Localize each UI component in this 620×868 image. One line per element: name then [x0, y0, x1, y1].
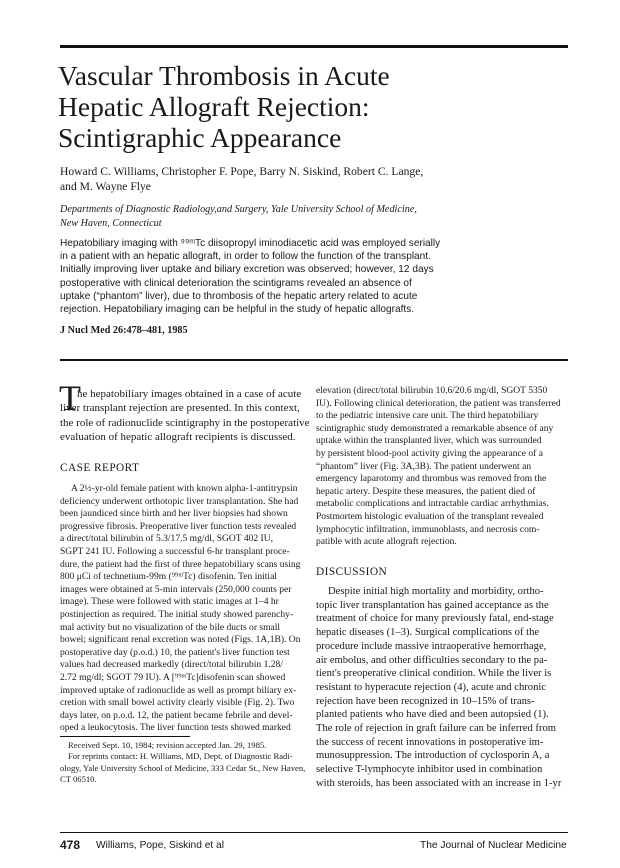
body-line: with steroids, has been associated with an increase in 1-yr: [316, 777, 562, 789]
body-line: IU). Following clinical deterioration, the patient was transferred: [316, 397, 561, 409]
discussion-body: [316, 585, 569, 791]
footnote: [60, 740, 310, 786]
body-line: 2.72 mg/dl; SGOT 79 IU). A [⁹⁹ᵐTc]disofenin scan showed: [60, 671, 286, 683]
header-bottom-rule: [60, 359, 568, 361]
affiliation: [60, 203, 568, 230]
drop-cap: T: [59, 378, 81, 418]
body-line: cretion with small bowel activity clearly visible (Fig. 2). Two: [60, 697, 295, 709]
abstract-line: rejection. Hepatobiliary imaging can be helpful in the study of hepatic allografts.: [60, 304, 415, 316]
footnote-line: ology, Yale University School of Medicine, 333 Cedar St., New Haven,: [60, 762, 306, 773]
body-line: emergency laparotomy and thrombus was removed from the: [316, 473, 547, 485]
abstract-line: Initially improving liver uptake and biliary excretion was observed; however, 12 days: [60, 264, 434, 276]
body-line: topic liver transplantation has gained acceptance as the: [316, 599, 549, 611]
body-line: progressive fibrosis. Preoperative liver function tests revealed: [60, 520, 297, 532]
title-line: Hepatic Allograft Rejection:: [58, 91, 370, 122]
body-line: SGPT 241 IU. Following a successful 6-hr transplant proce-: [60, 545, 290, 557]
body-line: procedure include massive intraoperative hemorrhage,: [316, 640, 547, 652]
title-line: Vascular Thrombosis in Acute: [58, 60, 390, 91]
abstract-line: uptake (“phantom” liver), due to thrombosis of the hepatic artery related to acute: [60, 290, 418, 302]
body-line: bowel; significant renal excretion was noted (Figs. 1A,1B). On: [60, 634, 301, 646]
body-line: elevation (direct/total bilirubin 10.6/20.6 mg/dl, SGOT 5350: [316, 385, 548, 396]
intro-line: the role of radionuclide scintigraphy in the postoperative: [60, 416, 310, 429]
body-line: by persistent blood-pool activity giving the appearance of a: [316, 447, 543, 459]
authors-line: and M. Wayne Flye: [60, 180, 151, 193]
body-line: images were obtained at 5-min intervals (250,000 counts per: [60, 583, 292, 595]
body-line: The role of rejection in graft failure can be inferred from: [316, 723, 557, 735]
body-line: values had decreased markedly (direct/total bilirubin 1.28/: [60, 659, 283, 671]
body-line: air embolus, and other difficulties secondary to the pa-: [316, 654, 548, 666]
body-line: patible with acute allograft rejection.: [316, 536, 457, 548]
body-line: rejection have been recognized in 10–15% of trans-: [316, 695, 535, 707]
footnote-rule: [60, 736, 190, 737]
body-line: selective T-lymphocyte inhibitor used in combination: [316, 764, 543, 776]
top-rule: [60, 45, 568, 48]
intro-line: he hepatobiliary images obtained in a case of acute: [77, 388, 302, 400]
body-line: Despite initial high mortality and morbidity, ortho-: [328, 586, 544, 597]
body-line: “phantom” liver (Fig. 3A,3B). The patient underwent an: [316, 460, 532, 472]
body-line: resistant to hyperacute rejection (4), acute and chronic: [316, 681, 547, 693]
body-line: days later, on p.o.d. 12, the patient became febrile and devel-: [60, 709, 293, 721]
footer-rule: [60, 832, 568, 833]
affiliation-line: New Haven, Connecticut: [60, 217, 162, 229]
body-line: 800 μCi of technetium-99m (⁹⁹ᵐTc) disofenin. Ten initial: [60, 571, 277, 583]
abstract-line: postoperative with clinical deterioration the scintigrams revealed an absence of: [60, 277, 412, 289]
journal-name: The Journal of Nuclear Medicine: [420, 840, 567, 851]
footnote-line: Received Sept. 10, 1984; revision accepted Jan. 29, 1985.: [68, 740, 267, 750]
intro-line: evaluation of hepatic allograft recipients is discussed.: [60, 431, 296, 444]
body-line: tient's preoperative clinical condition. While the liver is: [316, 668, 552, 680]
footnote-line: CT 06510.: [60, 774, 97, 785]
affiliation-line: Departments of Diagnostic Radiology,and Surgery, Yale University School of Medicine,: [60, 204, 417, 215]
body-line: munosuppression. The introduction of cyclosporin A, a: [316, 750, 550, 762]
page-number: 478: [60, 838, 81, 852]
body-line: scintigraphic study demonstrated a remarkable absence of any: [316, 422, 554, 434]
intro-line: liver transplant rejection are presented. In this context,: [60, 402, 300, 415]
abstract-line: Hepatobiliary imaging with ⁹⁹ᵐTc diisopropyl iminodiacetic acid was employed serially: [60, 238, 441, 249]
authors: [60, 164, 568, 194]
body-line: to the pediatric intensive care unit. The third hepatobiliary: [316, 410, 539, 422]
abstract-line: in a patient with an hepatic allograft, in order to follow the function of the transplant.: [60, 251, 431, 263]
body-line: metabolic complications and intractable cardiac arrhythmias.: [316, 498, 549, 510]
running-authors: Williams, Pope, Siskind et al: [96, 840, 224, 851]
body-line: improved uptake of radionuclide as well as prompt biliary ex-: [60, 684, 297, 696]
body-line: hepatic diseases (1–3). Surgical complications of the: [316, 627, 540, 639]
case-report-continued: [316, 385, 569, 549]
body-line: image). These were followed with static images at 1–4 hr: [60, 596, 279, 608]
case-report-body: [60, 483, 305, 735]
body-line: oped a leukocytosis. The liver function tests showed marked: [60, 722, 291, 734]
body-line: postoperative day (p.o.d.) 10, the patient's liver function test: [60, 646, 290, 658]
body-line: treatment of choice for many previously fatal, end-stage: [316, 613, 554, 625]
citation: J Nucl Med 26:478–481, 1985: [60, 325, 188, 336]
discussion-heading: DISCUSSION: [316, 566, 388, 578]
body-line: hepatic artery. Despite these measures, the patient died of: [316, 485, 536, 497]
body-line: dure, the patient had the first of three hepatobiliary scans using: [60, 558, 301, 570]
body-line: Postmortem histologic evaluation of the transplant revealed: [316, 510, 544, 522]
body-line: deficiency underwent orthotopic liver transplantation. She had: [60, 495, 299, 507]
case-report-heading: CASE REPORT: [60, 462, 140, 474]
footnote-line: For reprints contact: H. Williams, MD, Dept. of Diagnostic Radi-: [68, 751, 293, 762]
body-line: mal activity but no visualization of the bile ducts or small: [60, 621, 281, 633]
body-line: A 2½-yr-old female patient with known alpha-1-antitrypsin: [71, 483, 298, 494]
body-line: uptake within the transplanted liver, which was surrounded: [316, 435, 542, 447]
body-line: postinjection as required. The initial study showed parenchy-: [60, 608, 294, 620]
abstract: [60, 237, 570, 316]
body-line: planted patients who have died and been autopsied (1).: [316, 709, 549, 721]
body-line: the success of recent innovations in postoperative im-: [316, 736, 544, 748]
authors-line: Howard C. Williams, Christopher F. Pope, Barry N. Siskind, Robert C. Lange,: [60, 165, 424, 178]
title-line: Scintigraphic Appearance: [58, 122, 342, 153]
body-line: been jaundiced since birth and her liver biopsies had shown: [60, 508, 288, 520]
body-line: lymphocytic infiltration, immunoblasts, and necrosis com-: [316, 523, 540, 535]
intro-paragraph: [59, 378, 310, 445]
article-title: [58, 60, 568, 153]
body-line: a direct/total bilirubin of 5.3/17.5 mg/dl, SGOT 402 IU,: [60, 533, 274, 545]
